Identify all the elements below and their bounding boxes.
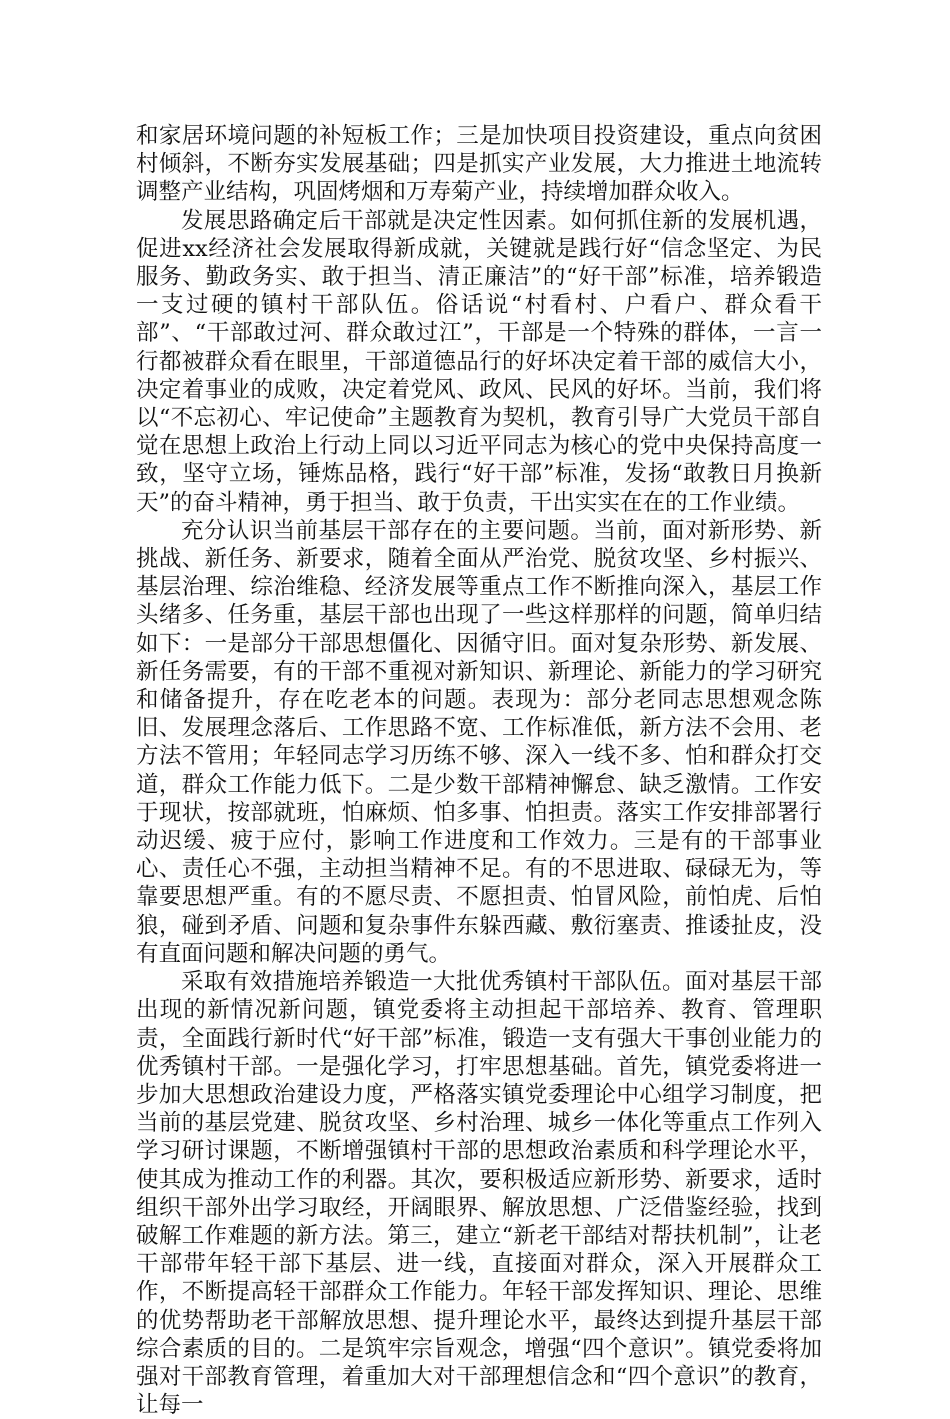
document-body	[136, 122, 822, 1419]
paragraph-current-problems: 充分认识当前基层干部存在的主要问题。当前，面对新形势、新挑战、新任务、新要求，随着全面从严治党、脱贫攻坚、乡村振兴、基层治理、综治维稳、经济发展等重点工作不断推向深入，基层工作头绪多、任务重，基层干部也出现了一些这样那样的问题，简单归结如下：一是部分干部思想僵化、因循守旧。面对复杂形势、新发展、新任务需要，有的干部不重视对新知识、新理论、新能力的学习研究和储备提升，存在吃老本的问题。表现为：部分老同志思想观念陈旧、发展理念落后、工作思路不宽、工作标准低，新方法不会用、老方法不管用；年轻同志学习历练不够、深入一线不多、怕和群众打交道，群众工作能力低下。二是少数干部精神懈怠、缺乏激情。工作安于现状，按部就班，怕麻烦、怕多事、怕担责。落实工作安排部署行动迟缓、疲于应付，影响工作进度和工作效力。三是有的干部事业心、责任心不强，主动担当精神不足。有的不思进取、碌碌无为，等靠要思想严重。有的不愿尽责、不愿担责、怕冒风险，前怕虎、后怕狼，碰到矛盾、问题和复杂事件东躲西藏、敷衍塞责、推诿扯皮，没有直面问题和解决问题的勇气。	[136, 517, 822, 967]
paragraph-effective-measures: 采取有效措施培养锻造一大批优秀镇村干部队伍。面对基层干部出现的新情况新问题，镇党委将主动担起干部培养、教育、管理职责，全面践行新时代“好干部”标准，锻造一支有强大干事创业能力的优秀镇村干部。一是强化学习，打牢思想基础。首先，镇党委将进一步加大思想政治建设力度，严格落实镇党委理论中心组学习制度，把当前的基层党建、脱贫攻坚、乡村治理、城乡一体化等重点工作列入学习研讨课题，不断增强镇村干部的思想政治素质和科学理论水平，使其成为推动工作的利器。其次，要积极适应新形势、新要求，适时组织干部外出学习取经，开阔眼界、解放思想、广泛借鉴经验，找到破解工作难题的新方法。第三，建立“新老干部结对帮扶机制”，让老干部带年轻干部下基层、进一线，直接面对群众，深入开展群众工作，不断提高轻干部群众工作能力。年轻干部发挥知识、理论、思维的优势帮助老干部解放思想、提升理论水平，最终达到提升基层干部综合素质的目的。二是筑牢宗旨观念，增强“四个意识”。镇党委将加强对干部教育管理，着重加大对干部理想信念和“四个意识”的教育，让每一	[136, 969, 822, 1419]
paragraph-development-ideas: 发展思路确定后干部就是决定性因素。如何抓住新的发展机遇，促进xx经济社会发展取得新成就，关键就是践行好“信念坚定、为民服务、勤政务实、敢于担当、清正廉洁”的“好干部”标准，培养锻造一支过硬的镇村干部队伍。俗话说“村看村、户看户、群众看干部”、“干部敢过河、群众敢过江”，干部是一个特殊的群体，一言一行都被群众看在眼里，干部道德品行的好坏决定着干部的威信大小，决定着事业的成败，决定着党风、政风、民风的好坏。当前，我们将以“不忘初心、牢记使命”主题教育为契机，教育引导广大党员干部自觉在思想上政治上行动上同以习近平同志为核心的党中央保持高度一致，坚守立场，锤炼品格，践行“好干部”标准，发扬“敢教日月换新天”的奋斗精神，勇于担当、敢于负责，干出实实在在的工作业绩。	[136, 207, 822, 516]
paragraph-continued: 和家居环境问题的补短板工作；三是加快项目投资建设，重点向贫困村倾斜，不断夯实发展基础；四是抓实产业发展，大力推进土地流转调整产业结构，巩固烤烟和万寿菊产业，持续增加群众收入。	[136, 123, 822, 206]
